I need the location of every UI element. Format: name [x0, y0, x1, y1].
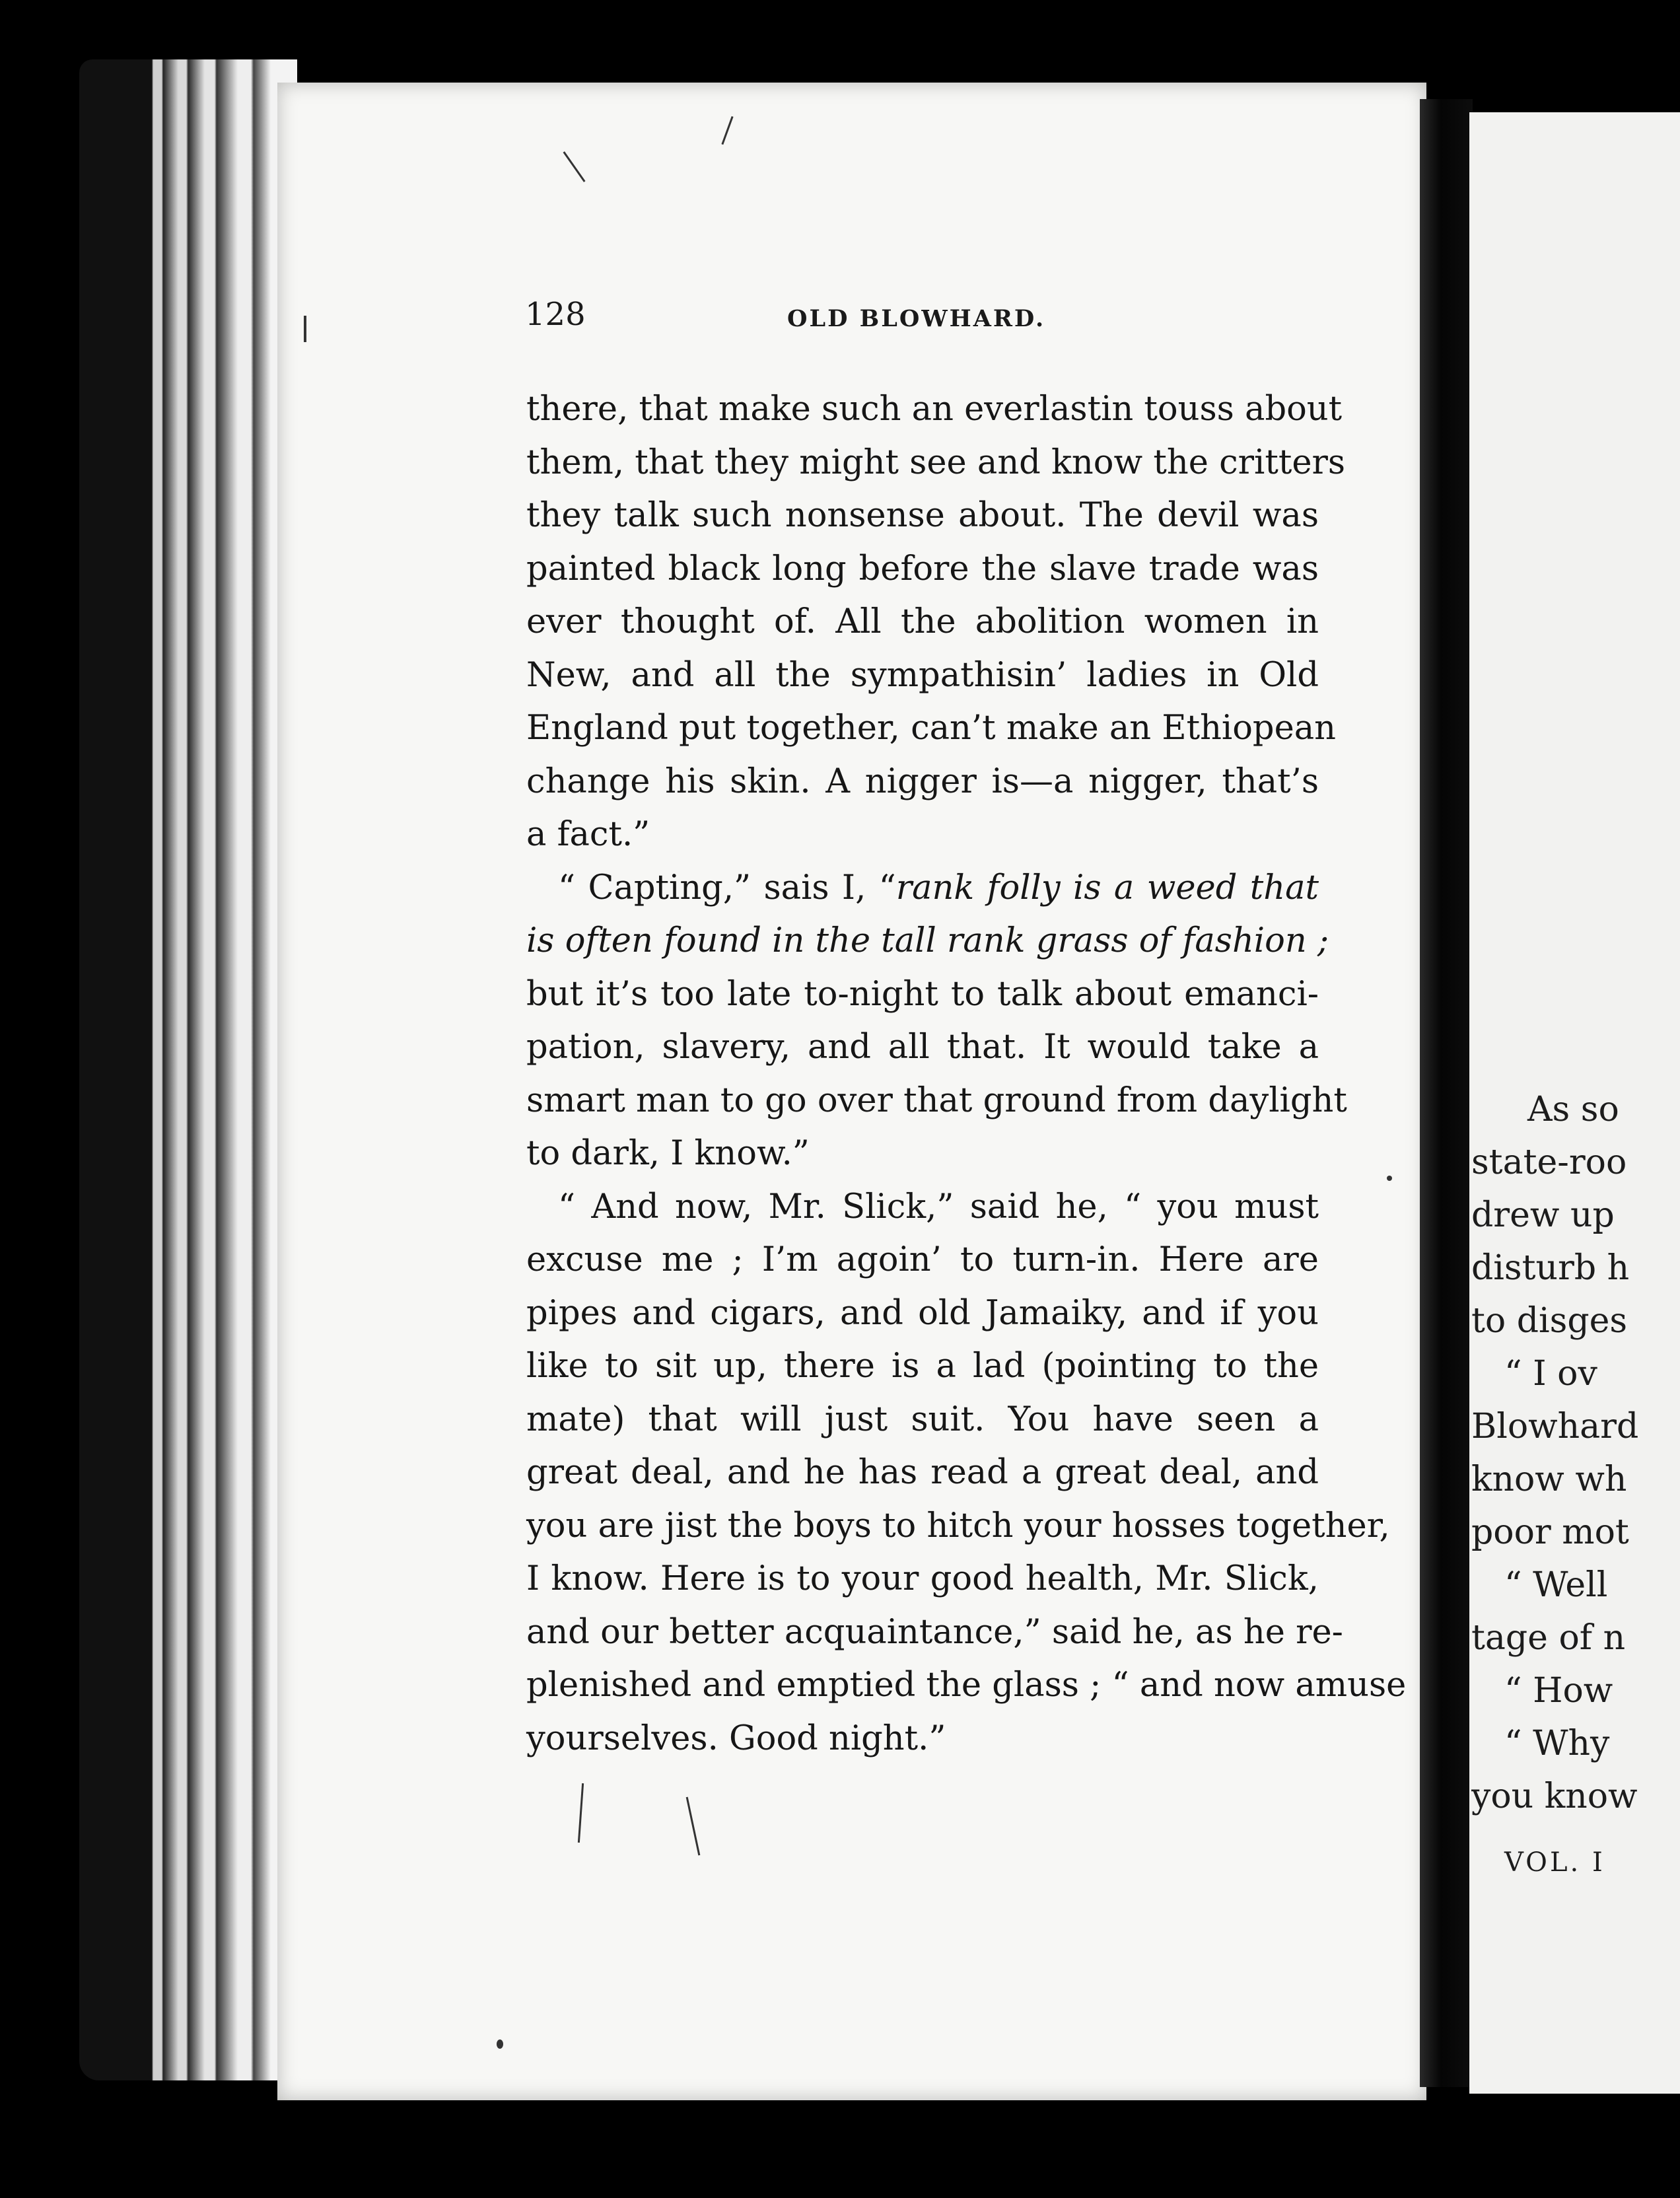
fragment-line: “ Well: [1504, 1565, 1608, 1605]
fragment-line: disturb h: [1471, 1248, 1630, 1288]
text-line: change his skin. A nigger is—a nigger, that’s: [526, 762, 1319, 801]
text-line-italic: is often found in the tall rank grass of fashion ;: [526, 921, 1329, 960]
fragment-line: state-roo: [1471, 1143, 1627, 1182]
text-line: New, and all the sympathisin’ ladies in Old: [526, 655, 1319, 695]
text-line-mixed: [526, 862, 1319, 915]
page-stack-edge: [79, 59, 297, 2080]
text-line: I know. Here is to your good health, Mr. Slick,: [526, 1559, 1319, 1598]
fragment-line: know wh: [1471, 1460, 1627, 1499]
fragment-line: drew up: [1471, 1195, 1615, 1235]
text-line: they talk such nonsense about. The devil was: [526, 496, 1319, 535]
italic-span: rank folly is a weed that: [895, 868, 1319, 907]
page-number: 128: [525, 296, 586, 333]
text-line: smart man to go over that ground from daylight: [526, 1081, 1347, 1120]
body-text: [526, 383, 1407, 1765]
fragment-line: “ I ov: [1504, 1354, 1597, 1394]
text-line: there, that make such an everlastin touss about: [526, 390, 1343, 429]
fragment-line: to disges: [1471, 1301, 1628, 1341]
running-head: OLD BLOWHARD.: [787, 305, 1046, 332]
text-line: pation, slavery, and all that. It would take a: [526, 1028, 1319, 1067]
text-line: to dark, I know.”: [526, 1134, 810, 1173]
fragment-line: “ Why: [1504, 1724, 1610, 1763]
text-line: a fact.”: [526, 815, 650, 854]
fragment-line: poor mot: [1471, 1512, 1629, 1552]
fragment-line: “ How: [1504, 1671, 1613, 1711]
scan-speck: [497, 2039, 503, 2049]
fragment-line: you know: [1471, 1777, 1638, 1816]
text-line: and our better acquaintance,” said he, as he re-: [526, 1612, 1343, 1652]
signature-mark: VOL. I: [1504, 1847, 1605, 1878]
text-line: pipes and cigars, and old Jamaiky, and if you: [526, 1293, 1319, 1333]
text-line: excuse me ; I’m agoin’ to turn-in. Here are: [526, 1240, 1319, 1279]
scan-speck: [304, 316, 306, 342]
text-line: you are jist the boys to hitch your hosses together,: [526, 1506, 1390, 1545]
right-page-text: [1471, 1083, 1680, 1889]
text-line: “ And now, Mr. Slick,” said he, “ you must: [558, 1187, 1319, 1226]
text-line: painted black long before the slave trade was: [526, 549, 1319, 588]
text-line: ever thought of. All the abolition women in: [526, 602, 1319, 641]
text-line: like to sit up, there is a lad (pointing to the: [526, 1347, 1319, 1386]
text-line: them, that they might see and know the critters: [526, 443, 1346, 482]
fragment-line: As so: [1527, 1090, 1619, 1129]
fragment-line: tage of n: [1471, 1618, 1626, 1658]
text-span: “ Capting,” sais I, “: [558, 868, 896, 907]
text-line: but it’s too late to-night to talk about emanci-: [526, 974, 1319, 1014]
text-line: England put together, can’t make an Ethiopean: [526, 709, 1337, 748]
text-line: great deal, and he has read a great deal, and: [526, 1453, 1319, 1492]
book-gutter: [1420, 99, 1473, 2087]
text-line: plenished and emptied the glass ; “ and now amuse: [526, 1666, 1407, 1705]
scan-speck: [1387, 1176, 1392, 1181]
text-line: mate) that will just suit. You have seen a: [526, 1400, 1319, 1439]
fragment-line: Blowhard: [1471, 1407, 1639, 1446]
text-line: yourselves. Good night.”: [526, 1719, 946, 1758]
